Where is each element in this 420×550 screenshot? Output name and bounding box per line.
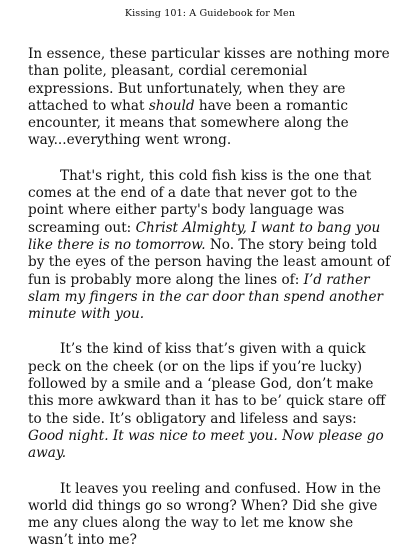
paragraph-2-italic-1: Christ Almighty, I want to bang you like there is no tomorrow.	[28, 219, 381, 253]
paragraph-2-italic-2: I’d rather slam my fingers in the car door than spend another minute with you.	[28, 271, 384, 323]
paragraph-2-text-b: No. The story being told by the eyes of the person having the least amount of fun is probably more along the lines of:	[28, 236, 391, 288]
paragraph-3	[28, 341, 392, 462]
paragraph-2-text-a: That's right, this cold fish kiss is the one that comes at the end of a date that never got to the point where either party's body language was screaming out:	[28, 167, 372, 236]
paragraph-1-italic: should	[148, 97, 195, 114]
paragraph-1	[28, 46, 392, 150]
page-body	[28, 46, 392, 550]
running-header: Kissing 101: A Guidebook for Men	[124, 8, 296, 19]
paragraph-1-text-a: In essence, these particular kisses are nothing more than polite, pleasant, cordial ceremonial expressions. But unfortunately, when they are attached to what	[28, 46, 390, 114]
paragraph-4-text: It leaves you reeling and confused. How in the world did things go so wrong? When? Did she give me any clues along the way to let me know she wasn’t into me?	[28, 480, 381, 549]
paragraph-3-italic: Good night. It was nice to meet you. Now please go away.	[28, 427, 384, 462]
paragraph-2	[28, 168, 392, 324]
paragraph-3-text-a: It’s the kind of kiss that’s given with a quick peck on the cheek (or on the lips if you’re lucky) followed by a smile and a ‘please God, don’t make this more awkward than it has to be’ quick stare off to the side. It’s obligatory and lifeless and says:	[28, 341, 386, 427]
paragraph-4	[28, 481, 392, 550]
paragraph-1-text-b: have been a romantic encounter, it means that somewhere along the way...everything went wrong.	[28, 97, 349, 149]
